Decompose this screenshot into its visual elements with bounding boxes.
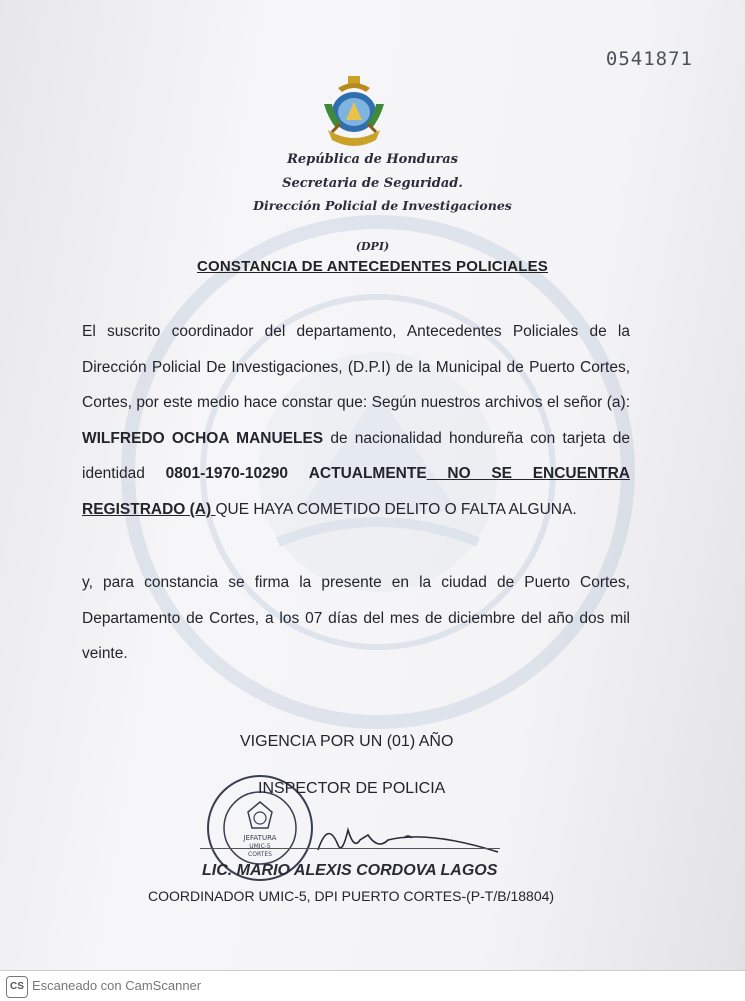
scanner-footer	[0, 970, 745, 1001]
header-ministry: Secretaria de Seguridad.	[282, 176, 463, 191]
handwritten-signature-icon	[308, 810, 508, 860]
paragraph-nationality: de nacionalidad hondureña con tarjeta de identidad	[82, 429, 630, 482]
validity-text: VIGENCIA POR UN (01) AÑO	[240, 733, 454, 750]
certificate-body	[82, 314, 630, 672]
stamp-line-jefatura: JEFATURA	[243, 834, 277, 842]
signer-position: COORDINADOR UMIC-5, DPI PUERTO CORTES-(P-T/B/18804)	[148, 888, 555, 904]
stamp-line-umic: UMIC-5	[249, 843, 271, 850]
main-paragraph	[82, 314, 630, 527]
paragraph-intro: El suscrito coordinador del departamento, Antecedentes Policiales de la Dirección Policial De Investigaciones, (D.P.I) de la Municipal de Puerto Cortes, Cortes, por este medio hace constar que: Según nuestros archivos el señor (a):	[82, 323, 630, 411]
scanner-text: Escaneado con CamScanner	[32, 978, 202, 993]
signer-name: LIC. MARIO ALEXIS CORDOVA LAGOS	[202, 862, 498, 879]
closing-paragraph: y, para constancia se firma la presente en la ciudad de Puerto Cortes, Departamento de Cortes, a los 07 días del mes de diciembre del año dos mil veinte.	[82, 574, 630, 662]
signer-role: INSPECTOR DE POLICIA	[258, 780, 446, 797]
camscanner-logo-icon: CS	[6, 976, 28, 998]
serial-number: 0541871	[605, 48, 693, 70]
id-number: 0801-1970-10290	[165, 465, 289, 482]
signature-line	[200, 848, 500, 849]
honduras-coat-of-arms-icon	[316, 74, 392, 150]
status-prefix: ACTUALMENTE	[308, 465, 427, 482]
document-title: CONSTANCIA DE ANTECEDENTES POLICIALES	[196, 258, 549, 275]
status-value: NO SE ENCUENTRA REGISTRADO (A)	[82, 465, 631, 518]
header-abbreviation: (DPI)	[355, 240, 390, 253]
stamp-line-cortes: CORTES	[248, 851, 272, 858]
header-republic: República de Honduras	[287, 152, 458, 167]
header-directorate: Dirección Policial de Investigaciones	[253, 198, 512, 213]
person-name: WILFREDO OCHOA MANUELES	[82, 429, 324, 447]
status-suffix: QUE HAYA COMETIDO DELITO O FALTA ALGUNA.	[215, 500, 577, 518]
